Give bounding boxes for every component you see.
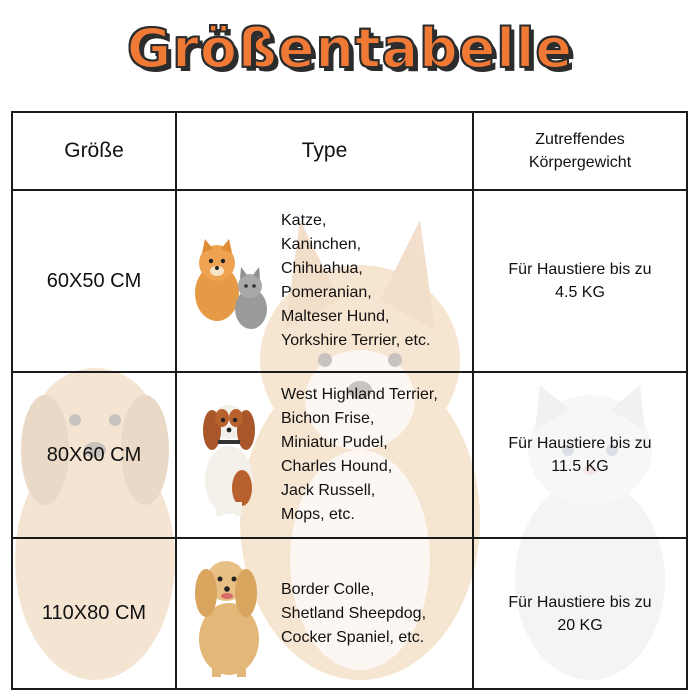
breed-list: [281, 578, 426, 650]
size-chart-table: [11, 111, 688, 690]
header-weight: [473, 112, 687, 190]
breed-item: Pomeranian,: [281, 284, 372, 301]
size-cell: 60X50 CM: [12, 190, 176, 372]
weight-line1: Für Haustiere bis zu: [508, 435, 652, 452]
breed-item: Katze,: [281, 212, 327, 229]
header-weight-line1: Zutreffendes: [535, 131, 625, 148]
breed-item: Kaninchen,: [281, 236, 362, 253]
weight-cell: [473, 190, 687, 372]
cocker-spaniel-icon: [177, 547, 281, 681]
header-type: Type: [176, 112, 473, 190]
table-header-row: [12, 112, 687, 190]
type-cell: [176, 372, 473, 538]
page-title: Größentabelle: [126, 17, 574, 80]
breed-item: Jack Russell,: [281, 482, 376, 499]
weight-cell: [473, 372, 687, 538]
breed-item: Bichon Frise,: [281, 410, 375, 427]
breed-item: Shetland Sheepdog,: [281, 604, 427, 622]
breed-list: [281, 383, 438, 527]
pomeranian-and-cat-icon: [177, 231, 281, 331]
table-row: [12, 538, 687, 689]
table-row: [12, 372, 687, 538]
header-weight-line2: Körpergewicht: [528, 154, 632, 171]
weight-value: 20 KG: [557, 616, 603, 634]
header-size: Größe: [12, 112, 176, 190]
breed-item: Mops, etc.: [281, 506, 355, 523]
type-cell: [176, 538, 473, 689]
breed-item: Charles Hound,: [281, 458, 393, 475]
table-row: [12, 190, 687, 372]
breed-item: Border Colle,: [281, 580, 375, 598]
type-cell: [176, 190, 473, 372]
breed-item: Cocker Spaniel, etc.: [281, 628, 425, 646]
weight-line1: Für Haustiere bis zu: [508, 261, 652, 278]
size-cell: 80X60 CM: [12, 372, 176, 538]
breed-item: West Highland Terrier,: [281, 386, 438, 403]
breed-item: Chihuahua,: [281, 260, 363, 277]
breed-item: Miniatur Pudel,: [281, 434, 388, 451]
weight-cell: [473, 538, 687, 689]
breed-list: [281, 209, 430, 353]
spaniel-dog-icon: [177, 390, 281, 520]
breed-item: Yorkshire Terrier, etc.: [281, 332, 431, 349]
size-cell: 110X80 CM: [12, 538, 176, 689]
weight-value: 11.5 KG: [551, 458, 609, 475]
weight-line1: Für Haustiere bis zu: [508, 593, 652, 611]
breed-item: Malteser Hund,: [281, 308, 390, 325]
weight-value: 4.5 KG: [555, 284, 605, 301]
